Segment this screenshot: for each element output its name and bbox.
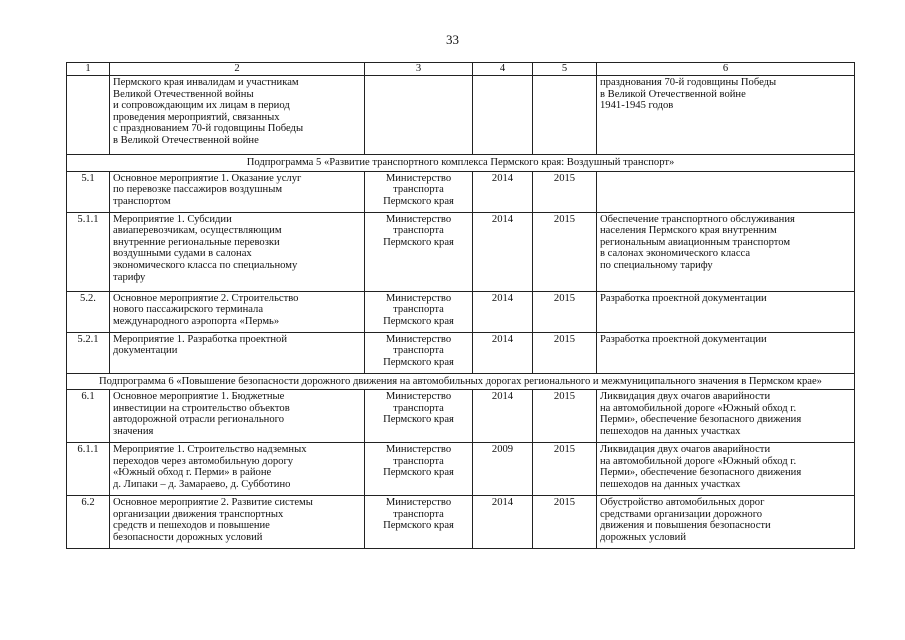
row-expected-result	[597, 171, 855, 212]
row-executor: Министерство транспорта Пермского края	[365, 212, 473, 291]
row-description: Основное мероприятие 1. Оказание услуг по перевозке пассажиров воздушным транспортом	[110, 171, 365, 212]
row-end-year: 2015	[533, 212, 597, 291]
row-start-year: 2014	[473, 496, 533, 549]
table-row	[67, 212, 855, 291]
row-description: Мероприятие 1. Строительство надземных переходов через автомобильную дорогу «Южный обход г. Перми» в районе д. Липаки – д. Замараево, д. Субботино	[110, 443, 365, 496]
program-table	[66, 62, 855, 549]
table-row	[67, 171, 855, 212]
row-executor	[365, 76, 473, 155]
row-description: Мероприятие 1. Субсидии авиаперевозчикам, осуществляющим внутренние региональные перевозки воздушными судами в салонах экономического класса по специальному тарифу	[110, 212, 365, 291]
row-description: Основное мероприятие 2. Строительство нового пассажирского терминала международного аэропорта «Пермь»	[110, 291, 365, 332]
column-number: 5	[533, 63, 597, 76]
table-row	[67, 443, 855, 496]
row-end-year: 2015	[533, 291, 597, 332]
subprogram-title: Подпрограмма 5 «Развитие транспортного комплекса Пермского края: Воздушный транспорт»	[67, 155, 855, 172]
table-row	[67, 390, 855, 443]
column-number: 2	[110, 63, 365, 76]
row-end-year: 2015	[533, 443, 597, 496]
table-row	[67, 332, 855, 373]
subprogram-title: Подпрограмма 6 «Повышение безопасности дорожного движения на автомобильных дорогах регионального и межмуниципального значения в Пермском крае»	[67, 373, 855, 390]
row-start-year	[473, 76, 533, 155]
column-number-row	[67, 63, 855, 76]
row-start-year: 2014	[473, 390, 533, 443]
row-start-year: 2014	[473, 171, 533, 212]
row-expected-result: Разработка проектной документации	[597, 332, 855, 373]
row-description: Мероприятие 1. Разработка проектной документации	[110, 332, 365, 373]
row-expected-result: Обустройство автомобильных дорог средствами организации дорожного движения и повышения безопасности дорожных условий	[597, 496, 855, 549]
column-number: 3	[365, 63, 473, 76]
row-executor: Министерство транспорта Пермского края	[365, 390, 473, 443]
row-end-year: 2015	[533, 171, 597, 212]
row-description: Основное мероприятие 2. Развитие системы организации движения транспортных средств и пешеходов и повышение безопасности дорожных условий	[110, 496, 365, 549]
row-number: 5.2.	[67, 291, 110, 332]
row-expected-result: Ликвидация двух очагов аварийности на автомобильной дороге «Южный обход г. Перми», обеспечение безопасного движения пешеходов на данных участках	[597, 390, 855, 443]
row-executor: Министерство транспорта Пермского края	[365, 291, 473, 332]
row-number: 5.1	[67, 171, 110, 212]
row-executor: Министерство транспорта Пермского края	[365, 171, 473, 212]
row-description: Основное мероприятие 1. Бюджетные инвестиции на строительство объектов автодорожной отрасли регионального значения	[110, 390, 365, 443]
row-expected-result: Обеспечение транспортного обслуживания населения Пермского края внутренним региональным авиационным транспортом в салонах экономического класса по специальному тарифу	[597, 212, 855, 291]
row-end-year: 2015	[533, 390, 597, 443]
row-executor: Министерство транспорта Пермского края	[365, 496, 473, 549]
row-number: 5.2.1	[67, 332, 110, 373]
column-number: 1	[67, 63, 110, 76]
row-end-year	[533, 76, 597, 155]
row-start-year: 2014	[473, 332, 533, 373]
table-row	[67, 291, 855, 332]
row-number	[67, 76, 110, 155]
subprogram-header-row	[67, 155, 855, 172]
row-expected-result: Ликвидация двух очагов аварийности на автомобильной дороге «Южный обход г. Перми», обеспечение безопасного движения пешеходов на данных участках	[597, 443, 855, 496]
column-number: 4	[473, 63, 533, 76]
row-executor: Министерство транспорта Пермского края	[365, 443, 473, 496]
subprogram-header-row	[67, 373, 855, 390]
row-end-year: 2015	[533, 332, 597, 373]
column-number: 6	[597, 63, 855, 76]
row-expected-result: празднования 70-й годовщины Победы в Великой Отечественной войне 1941-1945 годов	[597, 76, 855, 155]
row-number: 6.1	[67, 390, 110, 443]
row-executor: Министерство транспорта Пермского края	[365, 332, 473, 373]
table-row	[67, 496, 855, 549]
row-start-year: 2014	[473, 212, 533, 291]
row-description: Пермского края инвалидам и участникам Великой Отечественной войны и сопровождающим их лицам в период проведения мероприятий, связанных с празднованием 70-й годовщины Победы в Великой Отечественной войне	[110, 76, 365, 155]
table-row	[67, 76, 855, 155]
row-start-year: 2014	[473, 291, 533, 332]
row-number: 5.1.1	[67, 212, 110, 291]
row-number: 6.1.1	[67, 443, 110, 496]
row-number: 6.2	[67, 496, 110, 549]
row-start-year: 2009	[473, 443, 533, 496]
row-expected-result: Разработка проектной документации	[597, 291, 855, 332]
row-end-year: 2015	[533, 496, 597, 549]
page-number: 33	[446, 32, 459, 47]
